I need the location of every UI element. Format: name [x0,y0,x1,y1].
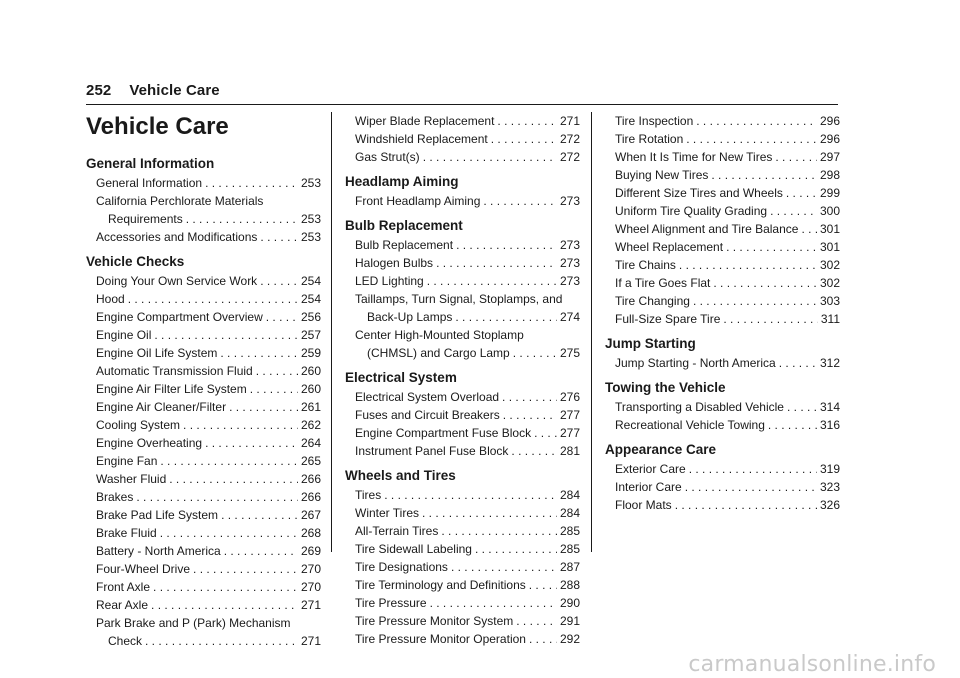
section-heading: Bulb Replacement [345,218,463,233]
section-heading: Wheels and Tires [345,468,456,483]
toc-entry-label: Front Headlamp Aiming [355,194,481,208]
dot-leader [801,220,817,238]
header-section-title: Vehicle Care [129,82,220,99]
toc-page-number: 275 [559,346,580,360]
toc-page-number: 277 [559,426,580,440]
toc-entry-label: Wiper Blade Replacement [355,114,495,128]
toc-page-number: 311 [820,312,840,326]
toc-entry-label: Engine Compartment Fuse Block [355,426,532,440]
toc-entry-label: Jump Starting - North America [615,356,776,370]
toc-entry-label: Electrical System Overload [355,390,500,404]
toc-entry[interactable] [605,310,840,328]
toc-entry[interactable] [605,238,840,256]
toc-entry-label: Winter Tires [355,506,420,520]
toc-entry[interactable] [345,558,580,576]
toc-entry-label: Buying New Tires [615,168,709,182]
toc-entry[interactable] [345,192,580,210]
toc-entry-label: California Perchlorate Materials [96,194,264,208]
toc-entry-label: Fuses and Circuit Breakers [355,408,500,422]
toc-page-number: 254 [300,274,321,288]
toc-entry[interactable] [345,576,580,594]
toc-page-number: 264 [300,436,321,450]
toc-entry-label: Floor Mats [615,498,672,512]
toc-entry-label: Front Axle [96,580,151,594]
toc-entry[interactable] [86,228,321,246]
toc-entry[interactable] [86,380,321,398]
toc-entry-label: Washer Fluid [96,472,167,486]
toc-entry-label: Brakes [96,490,134,504]
dot-leader [186,210,298,228]
toc-entry-label: Full-Size Spare Tire [615,312,721,326]
dot-leader [483,192,557,210]
toc-entry[interactable] [86,560,321,578]
chapter-title: Vehicle Care [86,113,229,140]
toc-entry-label: Gas Strut(s) [355,150,420,164]
toc-page-number: 266 [300,472,321,486]
toc-page-number: 326 [819,498,840,512]
toc-entry-label: Brake Pad Life System [96,508,219,522]
toc-page-number: 273 [559,238,580,252]
toc-page-number: 273 [559,194,580,208]
toc-entry-label: All-Terrain Tires [355,524,439,538]
toc-entry-label: Different Size Tires and Wheels [615,186,783,200]
dot-leader [260,272,298,290]
toc-entry[interactable] [605,496,840,514]
toc-page-number: 256 [300,310,321,324]
toc-entry-label: Engine Air Filter Life System [96,382,247,396]
toc-entry-label: Tire Chains [615,258,676,272]
toc-entry[interactable] [86,416,321,434]
toc-page-number: 261 [300,400,321,414]
toc-page-number: 266 [300,490,321,504]
toc-entry[interactable] [605,416,840,434]
dot-leader [675,496,817,514]
column-divider [591,112,592,552]
toc-entry[interactable] [605,274,840,292]
toc-entry[interactable] [345,442,580,460]
toc-entry [86,614,321,632]
toc-entry[interactable] [86,308,321,326]
toc-entry[interactable] [605,184,840,202]
toc-entry[interactable] [345,406,580,424]
dot-leader [384,486,557,504]
dot-leader [513,344,557,362]
toc-entry-label: Tire Pressure [355,596,427,610]
toc-entry-label: Engine Fan [96,454,158,468]
toc-entry-label: Wheel Replacement [615,240,724,254]
toc-entry[interactable] [605,202,840,220]
dot-leader [696,112,817,130]
toc-entry-label: Recreational Vehicle Towing [615,418,765,432]
toc-entry[interactable] [86,542,321,560]
toc-page-number: 267 [300,508,321,522]
toc-page-number: 300 [819,204,840,218]
dot-leader [229,398,298,416]
toc-entry[interactable] [345,388,580,406]
dot-leader [475,540,557,558]
toc-entry[interactable] [345,236,580,254]
toc-entry-label: Tire Rotation [615,132,684,146]
dot-leader [529,576,557,594]
toc-entry-label: Instrument Panel Fuse Block [355,444,509,458]
toc-page-number: 296 [819,132,840,146]
toc-page-number: 253 [300,212,321,226]
toc-entry-label: If a Tire Goes Flat [615,276,711,290]
dot-leader [260,228,298,246]
dot-leader [160,524,298,542]
toc-entry[interactable] [345,272,580,290]
toc-page-number: 265 [300,454,321,468]
toc-entry [86,192,321,210]
toc-entry-label: Requirements [108,212,183,226]
dot-leader [266,308,298,326]
toc-entry[interactable] [86,596,321,614]
toc-page-number: 272 [559,132,580,146]
toc-entry[interactable] [86,452,321,470]
section-heading: Electrical System [345,370,457,385]
toc-page-number: 296 [819,114,840,128]
toc-entry[interactable] [345,112,580,130]
toc-entry-label: Tire Sidewall Labeling [355,542,472,556]
dot-leader [713,274,817,292]
toc-entry[interactable] [345,254,580,272]
section-heading: General Information [86,156,215,171]
toc-entry-label: Transporting a Disabled Vehicle [615,400,784,414]
dot-leader [451,558,557,576]
page-number: 252 [86,82,112,99]
dot-leader [679,256,817,274]
toc-page-number: 288 [559,578,580,592]
dot-leader [427,272,557,290]
toc-page-number: 299 [819,186,840,200]
dot-leader [723,310,817,328]
toc-entry[interactable] [86,506,321,524]
toc-page-number: 314 [819,400,840,414]
toc-entry [345,290,580,308]
toc-entry-label: Automatic Transmission Fluid [96,364,253,378]
toc-page-number: 273 [559,274,580,288]
dot-leader [711,166,817,184]
toc-column-1 [86,112,321,650]
toc-entry[interactable] [86,272,321,290]
toc-page-number: 276 [559,390,580,404]
dot-leader [768,416,817,434]
toc-entry-label: Tire Pressure Monitor Operation [355,632,526,646]
toc-entry[interactable] [345,612,580,630]
toc-page-number: 302 [819,258,840,272]
toc-entry-label: Brake Fluid [96,526,157,540]
dot-leader [151,596,298,614]
toc-entry[interactable] [86,362,321,380]
toc-entry-label: Tire Pressure Monitor System [355,614,514,628]
toc-entry-label: Doing Your Own Service Work [96,274,258,288]
toc-entry[interactable] [605,220,840,238]
dot-leader [770,202,817,220]
toc-entry[interactable] [86,398,321,416]
dot-leader [503,406,557,424]
watermark: carmanualsonline.info [688,652,936,677]
toc-page-number: 323 [819,480,840,494]
toc-entry[interactable] [345,486,580,504]
section-heading: Appearance Care [605,442,717,457]
toc-page-number: 302 [819,276,840,290]
toc-entry[interactable] [345,594,580,612]
toc-entry[interactable] [345,424,580,442]
dot-leader [154,326,298,344]
toc-page-number: 319 [819,462,840,476]
section-heading: Towing the Vehicle [605,380,726,395]
dot-leader [441,522,557,540]
toc-page-number: 260 [300,364,321,378]
toc-entry-label: When It Is Time for New Tires [615,150,773,164]
toc-entry-label: Battery - North America [96,544,221,558]
section-heading: Jump Starting [605,336,696,351]
toc-entry-label: Back-Up Lamps [367,310,453,324]
dot-leader [491,130,557,148]
toc-page-number: 290 [559,596,580,610]
dot-leader [153,578,298,596]
header-rule [86,104,838,105]
toc-entry[interactable] [605,148,840,166]
toc-entry[interactable] [345,522,580,540]
toc-entry-label: General Information [96,176,203,190]
toc-entry[interactable] [345,130,580,148]
toc-entry[interactable] [86,210,321,228]
toc-page-number: 253 [300,176,321,190]
dot-leader [422,504,557,522]
dot-leader [529,630,557,648]
toc-page-number: 273 [559,256,580,270]
toc-page-number: 271 [300,634,321,648]
dot-leader [787,398,817,416]
toc-page-number: 269 [300,544,321,558]
toc-column-3 [605,112,840,514]
dot-leader [786,184,817,202]
toc-page-number: 271 [300,598,321,612]
dot-leader [224,542,298,560]
toc-entry-label: Check [108,634,143,648]
dot-leader [256,362,298,380]
dot-leader [145,632,298,650]
toc-page-number: 277 [559,408,580,422]
toc-entry-label: Tires [355,488,382,502]
toc-entry[interactable] [605,460,840,478]
toc-entry-label: Engine Compartment Overview [96,310,263,324]
toc-entry[interactable] [605,478,840,496]
toc-entry-label: Tire Inspection [615,114,694,128]
toc-entry[interactable] [86,326,321,344]
dot-leader [456,236,557,254]
toc-entry-label: Tire Designations [355,560,448,574]
toc-entry-label: Park Brake and P (Park) Mechanism [96,616,291,630]
dot-leader [205,434,298,452]
dot-leader [183,416,298,434]
toc-entry-label: Center High-Mounted Stoplamp [355,328,524,342]
dot-leader [169,470,298,488]
page-header [86,82,220,99]
dot-leader [160,452,298,470]
toc-page-number: 284 [559,506,580,520]
toc-entry-label: Engine Overheating [96,436,203,450]
toc-entry[interactable] [86,524,321,542]
dot-leader [136,488,298,506]
dot-leader [128,290,298,308]
toc-entry[interactable] [605,292,840,310]
toc-page-number: 260 [300,382,321,396]
toc-entry-label: (CHMSL) and Cargo Lamp [367,346,510,360]
toc-entry[interactable] [345,308,580,326]
toc-entry[interactable] [86,470,321,488]
toc-entry-label: Four-Wheel Drive [96,562,191,576]
toc-page-number: 253 [300,230,321,244]
toc-page-number: 287 [559,560,580,574]
toc-entry[interactable] [345,540,580,558]
section-heading: Vehicle Checks [86,254,185,269]
toc-entry[interactable] [86,488,321,506]
toc-page-number: 292 [559,632,580,646]
toc-page-number: 254 [300,292,321,306]
toc-entry[interactable] [605,354,840,372]
dot-leader [221,506,298,524]
dot-leader [534,424,557,442]
dot-leader [423,148,557,166]
toc-page-number: 271 [559,114,580,128]
toc-page-number: 301 [819,240,840,254]
dot-leader [693,292,817,310]
toc-page-number: 272 [559,150,580,164]
toc-entry-label: Accessories and Modifications [96,230,258,244]
dot-leader [250,380,298,398]
toc-entry-label: Bulb Replacement [355,238,454,252]
dot-leader [686,130,817,148]
toc-entry[interactable] [345,504,580,522]
toc-entry-label: Tire Terminology and Definitions [355,578,526,592]
toc-entry-label: Hood [96,292,125,306]
toc-entry[interactable] [605,112,840,130]
dot-leader [689,460,817,478]
toc-entry[interactable] [605,398,840,416]
toc-entry-label: Interior Care [615,480,682,494]
toc-page-number: 316 [819,418,840,432]
dot-leader [205,174,298,192]
toc-entry[interactable] [605,130,840,148]
toc-entry[interactable] [605,166,840,184]
toc-entry-label: Rear Axle [96,598,149,612]
toc-entry[interactable] [86,174,321,192]
toc-entry[interactable] [86,632,321,650]
toc-entry [345,326,580,344]
dot-leader [497,112,557,130]
dot-leader [779,354,817,372]
toc-page-number: 268 [300,526,321,540]
toc-page-number: 274 [559,310,580,324]
column-divider [331,112,332,552]
toc-column-2 [345,112,580,648]
dot-leader [775,148,817,166]
toc-page-number: 262 [300,418,321,432]
toc-entry[interactable] [86,344,321,362]
toc-entry-label: Cooling System [96,418,181,432]
dot-leader [502,388,557,406]
toc-entry-label: Wheel Alignment and Tire Balance [615,222,799,236]
toc-entry[interactable] [86,578,321,596]
toc-entry[interactable] [86,290,321,308]
toc-entry[interactable] [86,434,321,452]
toc-entry-label: Windshield Replacement [355,132,488,146]
toc-page-number: 257 [300,328,321,342]
toc-page-number: 291 [559,614,580,628]
section-heading: Headlamp Aiming [345,174,459,189]
dot-leader [516,612,557,630]
toc-entry-label: Uniform Tire Quality Grading [615,204,768,218]
toc-page-number: 298 [819,168,840,182]
toc-page-number: 285 [559,524,580,538]
toc-entry-label: Halogen Bulbs [355,256,434,270]
toc-page-number: 270 [300,562,321,576]
toc-page-number: 284 [559,488,580,502]
dot-leader [685,478,817,496]
toc-entry[interactable] [345,630,580,648]
toc-page-number: 303 [819,294,840,308]
toc-entry-label: Engine Air Cleaner/Filter [96,400,227,414]
toc-page-number: 259 [300,346,321,360]
toc-entry-label: Engine Oil Life System [96,346,218,360]
dot-leader [511,442,557,460]
toc-entry[interactable] [345,344,580,362]
dot-leader [430,594,557,612]
toc-page-number: 312 [819,356,840,370]
dot-leader [193,560,298,578]
toc-entry-label: Taillamps, Turn Signal, Stoplamps, and [355,292,563,306]
toc-entry[interactable] [605,256,840,274]
toc-page-number: 301 [819,222,840,236]
toc-entry-label: LED Lighting [355,274,424,288]
toc-page-number: 297 [819,150,840,164]
dot-leader [455,308,557,326]
dot-leader [726,238,817,256]
toc-entry[interactable] [345,148,580,166]
toc-entry-label: Tire Changing [615,294,690,308]
toc-page-number: 270 [300,580,321,594]
toc-page-number: 281 [559,444,580,458]
dot-leader [220,344,298,362]
toc-entry-label: Exterior Care [615,462,686,476]
toc-page-number: 285 [559,542,580,556]
toc-entry-label: Engine Oil [96,328,152,342]
dot-leader [436,254,557,272]
